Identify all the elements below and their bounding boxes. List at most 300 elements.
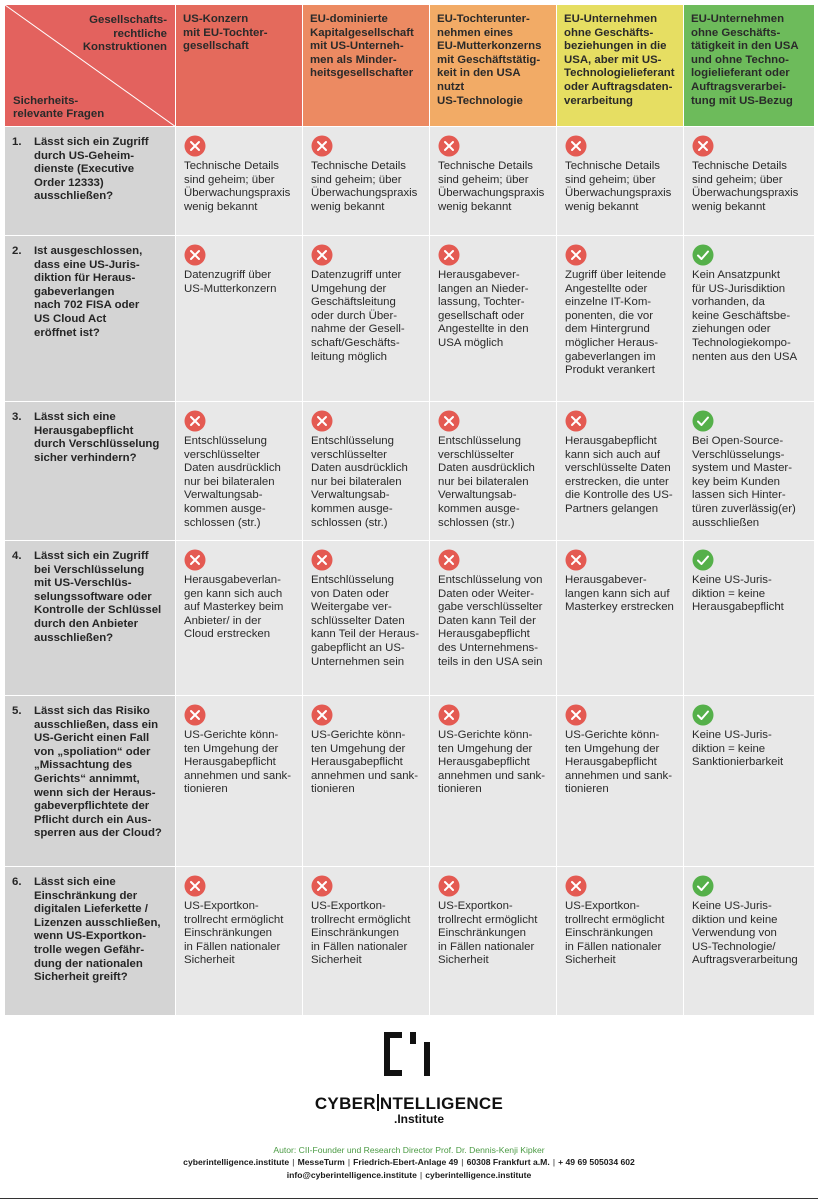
text-line: verschlüsselter — [438, 448, 514, 461]
question-wrap — [12, 550, 169, 645]
contact-item: cyberintelligence.institute — [183, 1157, 290, 1167]
answer-text — [692, 574, 808, 615]
text-line: Lässt sich ein Zugriff — [34, 550, 149, 562]
brand-name — [0, 1094, 818, 1113]
text-line: Keine US-Juris- — [692, 729, 772, 741]
text-line: keit in den USA nutzt — [437, 67, 521, 93]
cross-icon — [565, 875, 587, 897]
text-line: wenig bekannt — [311, 200, 385, 213]
text-line: gen kann sich auch — [184, 587, 283, 600]
text-line: sicher verhindern? — [34, 451, 137, 464]
text-line: US-Technologie/ — [692, 940, 776, 953]
text-line: kann sich auch auf — [565, 448, 660, 461]
text-line: schlossen (str.) — [438, 516, 515, 529]
answer-cell — [303, 696, 430, 867]
text-line: Auftragsverarbeitung — [692, 954, 798, 967]
text-line: sind geheim; über — [692, 173, 783, 186]
text-line: Verwaltungsab- — [438, 489, 517, 502]
text-line: wenn sich der Heraus- — [34, 786, 156, 799]
question-text — [34, 705, 169, 841]
text-line: und ohne Techno- — [691, 53, 789, 66]
text-line: gabepflicht an US- — [311, 641, 405, 654]
contact-item: info@cyberintelligence.institute — [286, 1169, 417, 1180]
text-line: wenig bekannt — [438, 200, 512, 213]
text-line: keine Geschäftsbe- — [692, 309, 791, 322]
answer-cell — [557, 696, 684, 867]
corner-bottom-label — [13, 95, 104, 122]
text-line: US-Exportkon- — [311, 900, 386, 912]
cross-icon — [692, 135, 714, 157]
text-line: US-Gericht einen Fall — [34, 732, 150, 745]
answer-text — [692, 729, 808, 770]
text-line: digitalen Lieferkette / — [34, 903, 148, 916]
text-line: tionieren — [438, 783, 482, 796]
answer-cell — [176, 127, 303, 236]
text-line: sind geheim; über — [438, 173, 529, 186]
cross-icon — [184, 135, 206, 157]
text-line: US-Exportkon- — [438, 900, 513, 912]
text-line: lassen sich Hinter- — [692, 489, 786, 502]
question-text — [34, 136, 169, 204]
text-line: diktion für Heraus- — [34, 272, 136, 285]
text-line: heitsgesellschafter — [310, 67, 414, 80]
text-line: Technologiekompo- — [692, 336, 791, 349]
text-line: EU-Tochterunter- — [437, 13, 530, 25]
answer-cell — [303, 541, 430, 696]
text-line: US-Gerichte könn- — [184, 729, 279, 741]
question-row — [5, 236, 815, 402]
text-line: ohne Geschäfts- — [564, 26, 654, 39]
answer-text — [565, 269, 677, 378]
text-line: Herausgabever- — [565, 574, 647, 586]
answer-text — [311, 900, 423, 968]
answer-text — [565, 729, 677, 797]
cross-icon — [184, 704, 206, 726]
text-line: dass eine US-Juris- — [34, 258, 140, 271]
text-line: schaft/Geschäfts- — [311, 336, 400, 349]
answer-text — [565, 435, 677, 517]
answer-cell — [430, 541, 557, 696]
text-line: US-Technologie — [437, 94, 523, 107]
answer-cell — [303, 127, 430, 236]
question-number: 1. — [12, 136, 22, 148]
question-row — [5, 127, 815, 236]
text-line: Herausgabepflicht — [565, 435, 657, 447]
text-line: gabe verschlüsselter — [438, 601, 543, 614]
text-line: tionieren — [565, 783, 609, 796]
text-line: Masterkey erstrecken — [565, 601, 674, 614]
text-line: annehmen und sank- — [438, 769, 546, 782]
text-line: Sicherheit greift? — [34, 971, 128, 984]
cross-icon — [438, 244, 460, 266]
contact-item: 60308 Frankfurt a.M. — [466, 1157, 550, 1167]
answer-cell — [430, 127, 557, 236]
answer-cell — [557, 541, 684, 696]
text-line: USA, aber mit US- — [564, 53, 662, 66]
text-line: in Fällen nationaler — [311, 940, 408, 953]
text-line: Auftragsverarbei- — [691, 80, 786, 93]
answer-cell — [684, 236, 815, 402]
question-number: 5. — [12, 705, 22, 717]
column-header-3 — [430, 5, 557, 127]
text-line: key beim Kunden — [692, 475, 781, 488]
text-line: diktion und keine — [692, 913, 778, 926]
text-line: EU-Unternehmen — [564, 13, 658, 25]
text-line: Lässt sich eine — [34, 411, 116, 423]
text-line: Datenzugriff über — [184, 269, 272, 281]
text-line: gesellschaft oder — [438, 309, 525, 322]
text-line: durch den Anbieter — [34, 617, 139, 630]
answer-cell — [303, 236, 430, 402]
text-line: system und Master- — [692, 462, 793, 475]
cross-icon — [438, 875, 460, 897]
text-line: annehmen und sank- — [565, 769, 673, 782]
separator: | — [347, 1157, 351, 1167]
text-line: EU-dominierte — [310, 13, 388, 25]
brand-subtitle: .Institute — [394, 1112, 444, 1126]
text-line: ausschließen? — [34, 631, 114, 644]
column-header-2 — [303, 5, 430, 127]
answer-text — [692, 269, 808, 364]
text-line: nehmen eines — [437, 26, 513, 39]
answer-cell — [684, 402, 815, 541]
text-line: US-Mutterkonzern — [184, 282, 277, 295]
corner-top-label — [83, 14, 167, 55]
question-row — [5, 402, 815, 541]
answer-text — [692, 435, 808, 530]
text-line: Einschränkungen — [438, 927, 527, 940]
text-line: von Daten oder — [311, 587, 389, 600]
separator: | — [552, 1157, 556, 1167]
comparison-matrix — [4, 4, 815, 1016]
text-line: Datenzugriff unter — [311, 269, 402, 281]
question-rows — [5, 127, 815, 1016]
text-line: auf Masterkey beim — [184, 601, 284, 614]
text-line: Verschlüsselungs- — [692, 448, 785, 461]
cross-icon — [184, 549, 206, 571]
text-line: lassung, Tochter- — [438, 296, 525, 309]
answer-text — [438, 729, 550, 797]
text-line: ten Umgehung der — [184, 742, 279, 755]
text-line: ponenten, die vor — [565, 309, 654, 322]
answer-text — [311, 574, 423, 669]
answer-text — [565, 160, 677, 214]
text-line: Überwachungspraxis — [184, 187, 291, 200]
question-cell — [5, 127, 176, 236]
question-number: 6. — [12, 876, 22, 888]
text-line: EU-Unternehmen — [691, 13, 785, 25]
question-wrap — [12, 136, 169, 204]
contact-item: Friedrich-Ebert-Anlage 49 — [353, 1157, 459, 1167]
text-line: Überwachungspraxis — [692, 187, 799, 200]
text-line: in Fällen nationaler — [184, 940, 281, 953]
text-line: mit US-Unterneh- — [310, 40, 404, 53]
text-line: annehmen und sank- — [184, 769, 292, 782]
text-line: trollrecht ermöglicht — [565, 913, 665, 926]
text-line: gabeverlangen im — [565, 350, 656, 363]
text-line: gabeverlangen — [34, 285, 115, 298]
footer — [0, 1030, 818, 1181]
text-line: für US-Jurisdiktion — [692, 282, 786, 295]
text-line: kann Teil der Heraus- — [311, 628, 420, 641]
text-line: Verwaltungsab- — [311, 489, 390, 502]
text-line: US-Gerichte könn- — [438, 729, 533, 741]
separator: | — [419, 1169, 423, 1180]
text-line: in Fällen nationaler — [438, 940, 535, 953]
question-row — [5, 541, 815, 696]
corner-header — [5, 5, 176, 127]
question-text — [34, 411, 169, 465]
text-line: verarbeitung — [564, 94, 633, 107]
text-line: selungssoftware oder — [34, 590, 152, 603]
text-line: langen kann sich auf — [565, 587, 670, 600]
text-line: ausschließen? — [34, 190, 114, 203]
question-cell — [5, 541, 176, 696]
text-line: ausschließen, dass ein — [34, 718, 159, 731]
text-line: wenig bekannt — [184, 200, 258, 213]
text-line: Produkt verankert — [565, 364, 655, 377]
text-line: nach 702 FISA oder — [34, 299, 140, 312]
text-line: men als Minder- — [310, 53, 397, 66]
text-line: Herausgabever- — [438, 269, 520, 281]
text-line: langen an Nieder- — [438, 282, 529, 295]
text-line: Daten ausdrücklich — [184, 462, 281, 475]
cross-icon — [438, 410, 460, 432]
text-line: sperren aus der Cloud? — [34, 827, 162, 840]
cross-icon — [311, 875, 333, 897]
text-line: durch Verschlüsselung — [34, 438, 160, 451]
text-line: Technische Details — [311, 160, 406, 172]
text-line: Herausgabepflicht — [438, 628, 530, 641]
text-line: sind geheim; über — [565, 173, 656, 186]
text-line: Verwendung von — [692, 927, 777, 940]
text-line: wenn US-Exportkon- — [34, 930, 147, 943]
cross-icon — [565, 410, 587, 432]
contact-line — [0, 1156, 818, 1169]
text-line: Einschränkung der — [34, 889, 138, 902]
text-line: annehmen und sank- — [311, 769, 419, 782]
answer-cell — [430, 696, 557, 867]
answer-cell — [557, 867, 684, 1016]
text-line: ten Umgehung der — [311, 742, 406, 755]
answer-cell — [430, 867, 557, 1016]
text-line: Angestellte in den — [438, 323, 529, 336]
text-line: US-Gerichte könn- — [565, 729, 660, 741]
text-line: Technologielieferant — [564, 67, 675, 80]
text-line: Daten ausdrücklich — [311, 462, 408, 475]
text-line: Umgehung der — [311, 282, 387, 295]
text-line: schlossen (str.) — [311, 516, 388, 529]
text-line: Kapitalgesellschaft — [310, 26, 414, 39]
text-line: Herausgabepflicht — [565, 756, 657, 769]
text-line: Einschränkungen — [565, 927, 654, 940]
question-number: 4. — [12, 550, 22, 562]
answer-text — [184, 900, 296, 968]
text-line: Sicherheits- — [13, 94, 79, 107]
answer-cell — [684, 541, 815, 696]
answer-cell — [684, 127, 815, 236]
answer-text — [565, 574, 677, 615]
text-line: Sicherheit — [311, 954, 362, 967]
text-line: schlüsselter Daten — [311, 614, 405, 627]
text-line: oder Auftragsdaten- — [564, 80, 673, 93]
text-line: nur bei bilateralen — [438, 475, 529, 488]
question-wrap — [12, 411, 169, 465]
answer-text — [438, 160, 550, 214]
text-line: erstrecken, die unter — [565, 475, 669, 488]
answer-cell — [430, 236, 557, 402]
answer-cell — [176, 236, 303, 402]
question-row — [5, 867, 815, 1016]
text-line: dem Hintergrund — [565, 323, 650, 336]
text-line: gesellschaft — [183, 40, 249, 53]
text-line: nenten aus den USA — [692, 350, 798, 363]
text-line: tung mit US-Bezug — [691, 94, 793, 107]
text-line: schlossen (str.) — [184, 516, 261, 529]
text-line: leitung möglich — [311, 350, 387, 363]
text-line: Herausgabepflicht — [692, 601, 784, 614]
text-line: Verwaltungsab- — [184, 489, 263, 502]
text-line: Konstruktionen — [82, 41, 167, 54]
text-line: Sicherheit — [438, 954, 489, 967]
text-line: US-Exportkon- — [565, 900, 640, 912]
text-line: Herausgabepflicht — [34, 424, 134, 437]
text-line: ausschließen — [692, 516, 760, 529]
text-line: bei Verschlüsselung — [34, 563, 145, 576]
text-line: teils in den USA sein — [438, 655, 543, 668]
text-line: durch US-Geheim- — [34, 149, 134, 162]
text-line: tionieren — [184, 783, 228, 796]
question-cell — [5, 867, 176, 1016]
text-line: Anbieter/ in der — [184, 614, 262, 627]
separator: | — [461, 1157, 464, 1167]
answer-text — [692, 160, 808, 214]
cross-icon — [438, 549, 460, 571]
text-line: mit Geschäftstätig- — [437, 53, 541, 66]
text-line: ohne Geschäfts- — [691, 26, 781, 39]
question-wrap — [12, 705, 169, 841]
text-line: Kein Ansatzpunkt — [692, 269, 781, 281]
text-line: tionieren — [311, 783, 355, 796]
text-line: Gerichts“ annimmt, — [34, 772, 140, 785]
text-line: einzelne IT-Kom- — [565, 296, 652, 309]
check-icon — [692, 704, 714, 726]
text-line: wenig bekannt — [565, 200, 639, 213]
text-line: trolle wegen Gefähr- — [34, 943, 145, 956]
text-line: Herausgabeverlan- — [184, 574, 281, 586]
answer-text — [692, 900, 808, 968]
text-line: mit US-Verschlüs- — [34, 577, 132, 590]
text-line: „Missachtung des — [34, 759, 133, 772]
question-text — [34, 876, 169, 985]
column-header-1 — [176, 5, 303, 127]
text-line: Daten ausdrücklich — [438, 462, 535, 475]
answer-cell — [557, 402, 684, 541]
text-line: Technische Details — [565, 160, 660, 172]
text-line: verschlüsselte Daten — [565, 462, 671, 475]
check-icon — [692, 244, 714, 266]
text-line: tätigkeit in den USA — [691, 40, 799, 53]
question-wrap — [12, 245, 169, 340]
text-line: Einschränkungen — [311, 927, 400, 940]
text-line: USA möglich — [438, 336, 504, 349]
text-line: von „spoliation“ oder — [34, 745, 151, 758]
question-number: 2. — [12, 245, 22, 257]
text-line: Keine US-Juris- — [692, 574, 772, 586]
text-line: Pflicht durch ein Aus- — [34, 813, 152, 826]
text-line: in Fällen nationaler — [565, 940, 662, 953]
text-line: diktion = keine — [692, 587, 766, 600]
text-line: oder durch Über- — [311, 309, 398, 322]
text-line: Kontrolle der Schlüssel — [34, 604, 162, 617]
answer-cell — [303, 402, 430, 541]
answer-text — [311, 269, 423, 364]
column-header-4 — [557, 5, 684, 127]
text-line: trollrecht ermöglicht — [184, 913, 284, 926]
text-line: Überwachungspraxis — [311, 187, 418, 200]
text-line: Sicherheit — [565, 954, 616, 967]
answer-text — [184, 269, 296, 296]
text-line: Überwachungspraxis — [565, 187, 672, 200]
text-line: Weitergabe ver- — [311, 601, 392, 614]
text-line: Unternehmen sein — [311, 655, 405, 668]
answer-text — [311, 160, 423, 214]
question-cell — [5, 696, 176, 867]
text-line: Entschlüsselung — [311, 435, 394, 447]
text-line: US-Gerichte könn- — [311, 729, 406, 741]
text-line: ten Umgehung der — [438, 742, 533, 755]
text-line: Cloud erstrecken — [184, 628, 271, 641]
text-line: Sicherheit — [184, 954, 235, 967]
check-icon — [692, 410, 714, 432]
question-wrap — [12, 876, 169, 985]
author-line: Autor: CII-Founder und Research Director Prof. Dr. Dennis-Kenji Kipker — [273, 1145, 545, 1155]
text-line: Technische Details — [692, 160, 787, 172]
answer-text — [311, 729, 423, 797]
cross-icon — [311, 244, 333, 266]
answer-text — [438, 435, 550, 530]
text-line: US-Exportkon- — [184, 900, 259, 912]
answer-text — [184, 574, 296, 642]
text-line: Order 12333) — [34, 176, 104, 189]
text-line: Entschlüsselung von — [438, 574, 543, 586]
check-icon — [692, 549, 714, 571]
text-line: Daten oder Weiter- — [438, 587, 535, 600]
text-line: Herausgabepflicht — [438, 756, 530, 769]
answer-cell — [176, 696, 303, 867]
cross-icon — [311, 704, 333, 726]
answer-text — [438, 900, 550, 968]
text-line: Herausgabepflicht — [311, 756, 403, 769]
text-line: Überwachungspraxis — [438, 187, 545, 200]
column-header-5 — [684, 5, 815, 127]
answer-text — [565, 900, 677, 968]
text-line: beziehungen in die — [564, 40, 667, 53]
question-cell — [5, 402, 176, 541]
text-line: trollrecht ermöglicht — [311, 913, 411, 926]
text-line: nur bei bilateralen — [311, 475, 402, 488]
answer-cell — [176, 402, 303, 541]
text-line: diktion = keine — [692, 742, 766, 755]
answer-cell — [557, 236, 684, 402]
text-line: Sanktionierbarkeit — [692, 756, 784, 769]
text-line: eröffnet ist? — [34, 326, 100, 339]
cross-icon — [311, 410, 333, 432]
cross-icon — [438, 135, 460, 157]
cross-icon — [184, 875, 206, 897]
answer-text — [184, 435, 296, 530]
text-line: Daten kann Teil der — [438, 614, 536, 627]
